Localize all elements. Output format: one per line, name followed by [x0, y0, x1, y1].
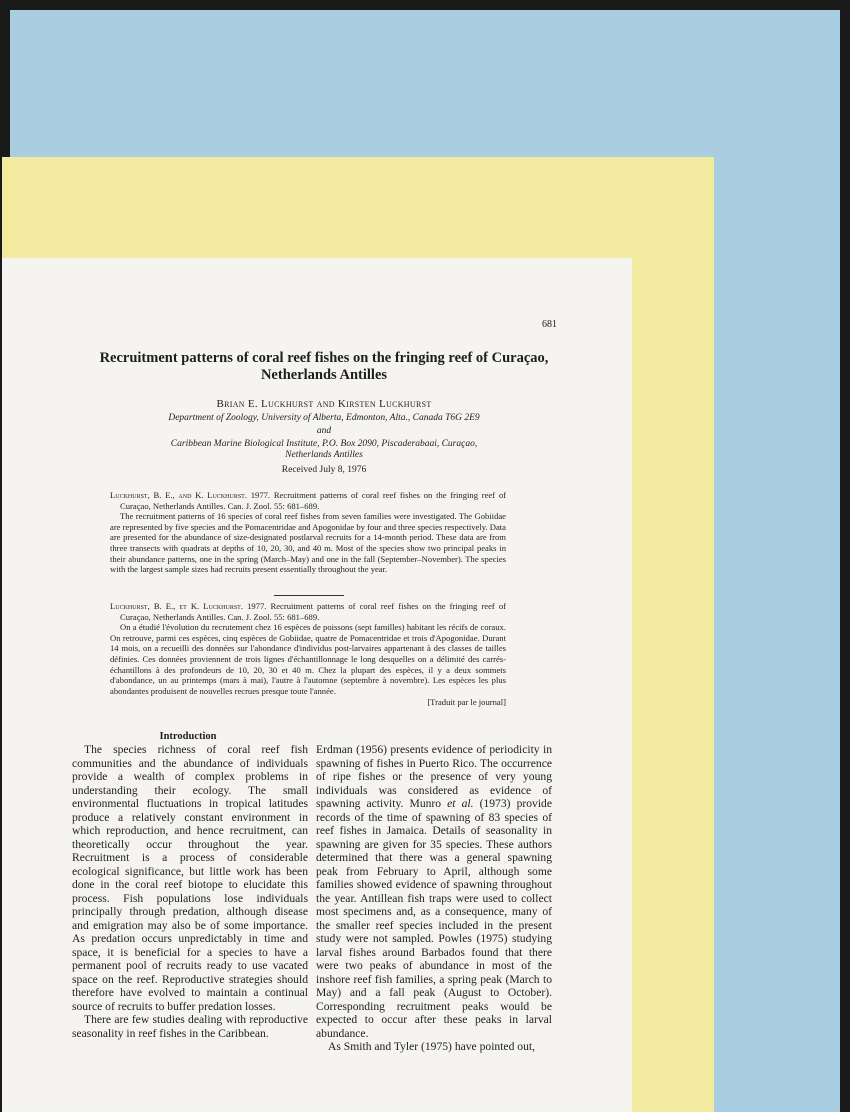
et-al-italic: et al.	[447, 797, 474, 810]
resume-body: On a étudié l'évolution du recrutement chez 16 espèces de poissons (sept familles) habitant les récifs de coraux. On retrouve, parmi ces espèces, cinq espèces de Gobiidae, quatre de Pomacentridae et trois d'Apogonidae. Durant 14 mois, on a recueilli des données sur l'abondance d'individus post-larvaires appartenant à des classes de tailles définies. Ces données proviennent de trois lignes d'échantillonnage le long desquelles on a délimité des carrés-échantillons à des profondeurs de 10, 20, 30 et 40 m. Chez la plupart des espèces, il y a deux sommets d'abondance, un au printemps (mars à mai), l'autre à l'automne (septembre à novembre). Les espèces les plus abondantes produisent de nouvelles recrues presque toute l'année.	[110, 622, 506, 696]
title-line-1: Recruitment patterns of coral reef fishes on the fringing reef of Curaçao,	[99, 350, 549, 366]
citation-authors: Luckhurst, B. E., and K. Luckhurst.	[110, 490, 247, 500]
intro-paragraph-3-part-a: Erdman (1956) presents evidence of periodicity in spawning of fishes in Puerto Rico. The occurrence of ripe fishes or the presence of very young individuals was considered as evidence of spawning activity. Munro	[316, 743, 552, 810]
affiliation-2-line-2: Netherlands Antilles	[285, 450, 363, 460]
page-number: 681	[542, 319, 557, 330]
citation-details: 1977. Recruitment patterns of coral reef fishes on the fringing reef of Curaçao, Netherlands Antilles. Can. J. Zool. 55: 681–689.	[120, 490, 507, 511]
affiliation-2-line-1: Caribbean Marine Biological Institute, P.O. Box 2090, Piscaderabaai, Curaçao,	[170, 439, 478, 449]
translator-note: [Traduit par le journal]	[427, 697, 506, 708]
intro-paragraph-3-part-b: (1973) provide records of the time of spawning of 83 species of reef fishes in Jamaica. Details of seasonality in spawning are given for 35 species. These authors determined that there was a general spawning peak from February to April, although some families showed evidence of spawning throughout the year. Antillean fish traps were used to collect most specimens and, as a consequence, many of the smaller reef species included in the present study were not sampled. Powles (1975) studying larval fishes around Barbados found that there were two peaks of abundance in most of the inshore reef fish families, a spring peak (March to May) and a fall peak (August to October). Corresponding recruitment peaks would be expected to occur after these peaks in larval abundance.	[316, 797, 552, 1040]
title-line-2: Netherlands Antilles	[260, 367, 388, 383]
intro-paragraph-4: As Smith and Tyler (1975) have pointed out,	[328, 1040, 535, 1053]
authors: Brian E. Luckhurst and Kirsten Luckhurst	[216, 398, 432, 410]
abstract-divider	[274, 595, 344, 596]
abstract-english	[110, 490, 506, 575]
resume-citation-authors: Luckhurst, B. E., et K. Luckhurst.	[110, 601, 243, 611]
affiliation-and: and	[316, 426, 332, 436]
abstract-french	[110, 601, 506, 708]
article-title	[64, 350, 584, 384]
received-date: Received July 8, 1976	[281, 465, 367, 475]
abstract-body: The recruitment patterns of 16 species of coral reef fishes from seven families were investigated. The Gobiidae are represented by five species and the Pomacentridae and Apogonidae by four and three species respectively. Data are presented for the abundance of size-designated postlarval recruits for a 14-month period. These data are from three transects with quadrats at depths of 10, 20, 30, and 40 m. Most of the species show two principal peaks in their abundance patterns, one in the spring (March–May) and one in the fall (September–November). The species with the largest sample sizes had recruits present essentially throughout the year.	[110, 511, 506, 575]
introduction-heading: Introduction	[159, 731, 217, 742]
left-column	[72, 743, 308, 1040]
abstract-citation	[110, 490, 506, 511]
affiliation-1: Department of Zoology, University of Alberta, Edmonton, Alta., Canada T6G 2E9	[168, 413, 480, 423]
right-column	[316, 743, 552, 1054]
intro-paragraph-3	[316, 743, 552, 1040]
resume-citation-details: 1977. Recruitment patterns of coral reef fishes on the fringing reef of Curaçao, Netherlands Antilles. Can. J. Zool. 55: 681–689.	[120, 601, 507, 622]
intro-paragraph-1: The species richness of coral reef fish communities and the abundance of individuals provide a wealth of complex problems in understanding their ecology. The small environmental fluctuations in tropical latitudes produce a relatively constant environment in which reproduction, and hence recruitment, can theoretically occur throughout the year. Recruitment is a process of considerable ecological significance, but little work has been done in the coral reef biotope to elucidate this process. Fish populations lose individuals principally through predation, although disease and emigration may also be of some importance. As predation occurs unpredictably in time and space, it is beneficial for a species to have a permanent pool of recruits ready to use vacated space on the reef. Reproductive strategies should therefore have evolved to maintain a continual source of recruits to buffer predation losses.	[72, 743, 308, 1013]
affiliation-2	[64, 439, 584, 461]
resume-citation	[110, 601, 506, 622]
article-page	[2, 258, 632, 1112]
intro-paragraph-2: There are few studies dealing with reproductive seasonality in reef fishes in the Caribbean.	[72, 1013, 308, 1040]
